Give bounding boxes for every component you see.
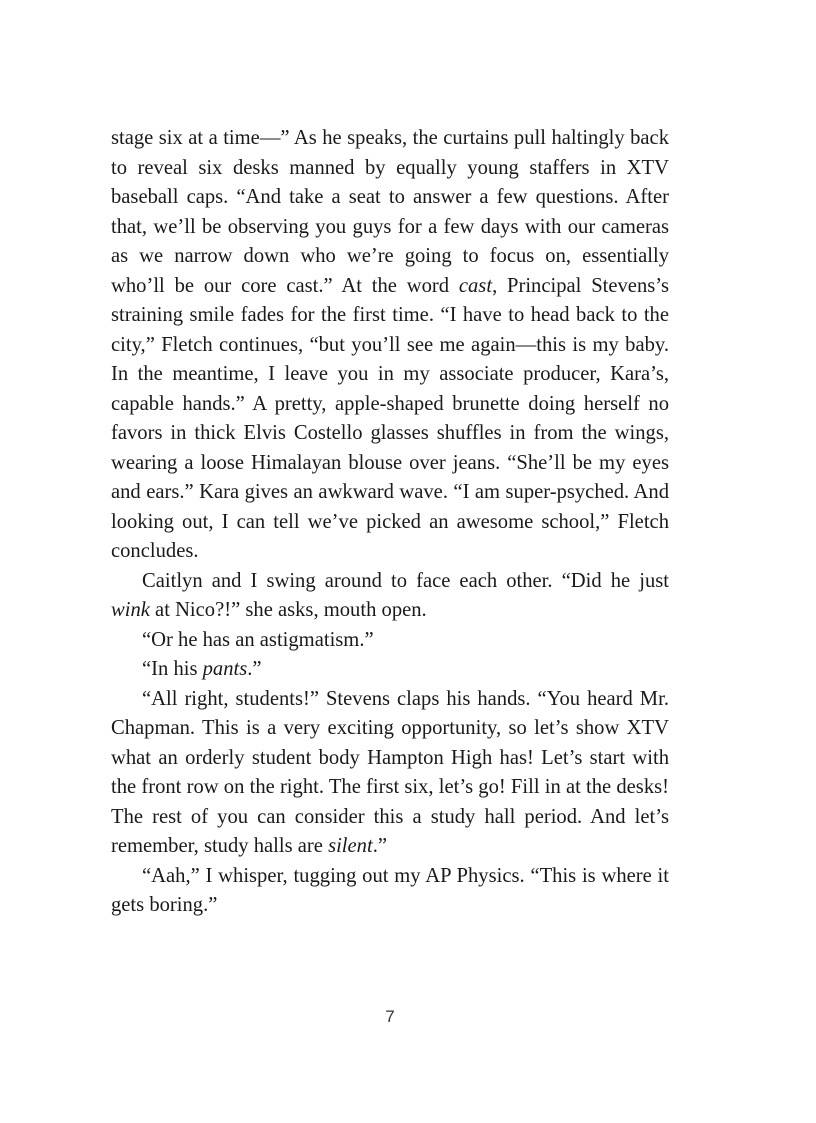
text-run: “Aah,” I whisper, tugging out my AP Physics. “This is where it gets boring.”: [111, 864, 669, 916]
italic-text: wink: [111, 599, 150, 621]
text-run: at Nico?!” she asks, mouth open.: [149, 599, 427, 621]
body-text: [111, 124, 669, 921]
text-run: .”: [372, 835, 387, 857]
text-run: “In his: [142, 658, 203, 680]
paragraph: [111, 862, 669, 921]
paragraph: [111, 567, 669, 626]
paragraph: [111, 655, 669, 685]
italic-text: pants: [202, 658, 248, 680]
text-run: “All right, students!” Stevens claps his hands. “You heard Mr. Chapman. This is a very exciting opportunity, so let’s show XTV what an orderly student body Hampton High has! Let’s start with the front row on the right. The first six, let’s go! Fill in at the desks! The rest of you can consider this a study hall period. And let’s remember, study halls are: [111, 687, 669, 857]
text-run: .”: [247, 658, 262, 680]
paragraph: [111, 685, 669, 862]
paragraph: [111, 626, 669, 656]
paragraph: [111, 124, 669, 567]
italic-text: silent: [328, 835, 373, 857]
page-number: 7: [385, 1007, 395, 1026]
text-run: , Principal Stevens’s straining smile fades for the first time. “I have to head back to the city,” Fletch continues, “but you’ll see me again—this is my baby. In the meantime, I leave you in my associate producer, Kara’s, capable hands.” A pretty, apple-shaped brunette doing herself no favors in thick Elvis Costello glasses shuffles in from the wings, wearing a loose Himalayan blouse over jeans. “She’ll be my eyes and ears.” Kara gives an awkward wave. “I am super-psyched. And looking out, I can tell we’ve picked an awesome school,” Fletch concludes.: [111, 274, 669, 562]
text-run: “Or he has an astigmatism.”: [142, 628, 374, 651]
text-run: Caitlyn and I swing around to face each other. “Did he just: [142, 569, 669, 592]
italic-text: cast: [458, 274, 493, 297]
text-run: stage six at a time—” As he speaks, the curtains pull haltingly back to reveal six desks manned by equally young staffers in XTV baseball caps. “And take a seat to answer a few questions. After that, we’ll be observing you guys for a few days with our cameras as we narrow down who we’re going to focus on, essentially who’ll be our core cast.” At the word: [111, 127, 669, 297]
